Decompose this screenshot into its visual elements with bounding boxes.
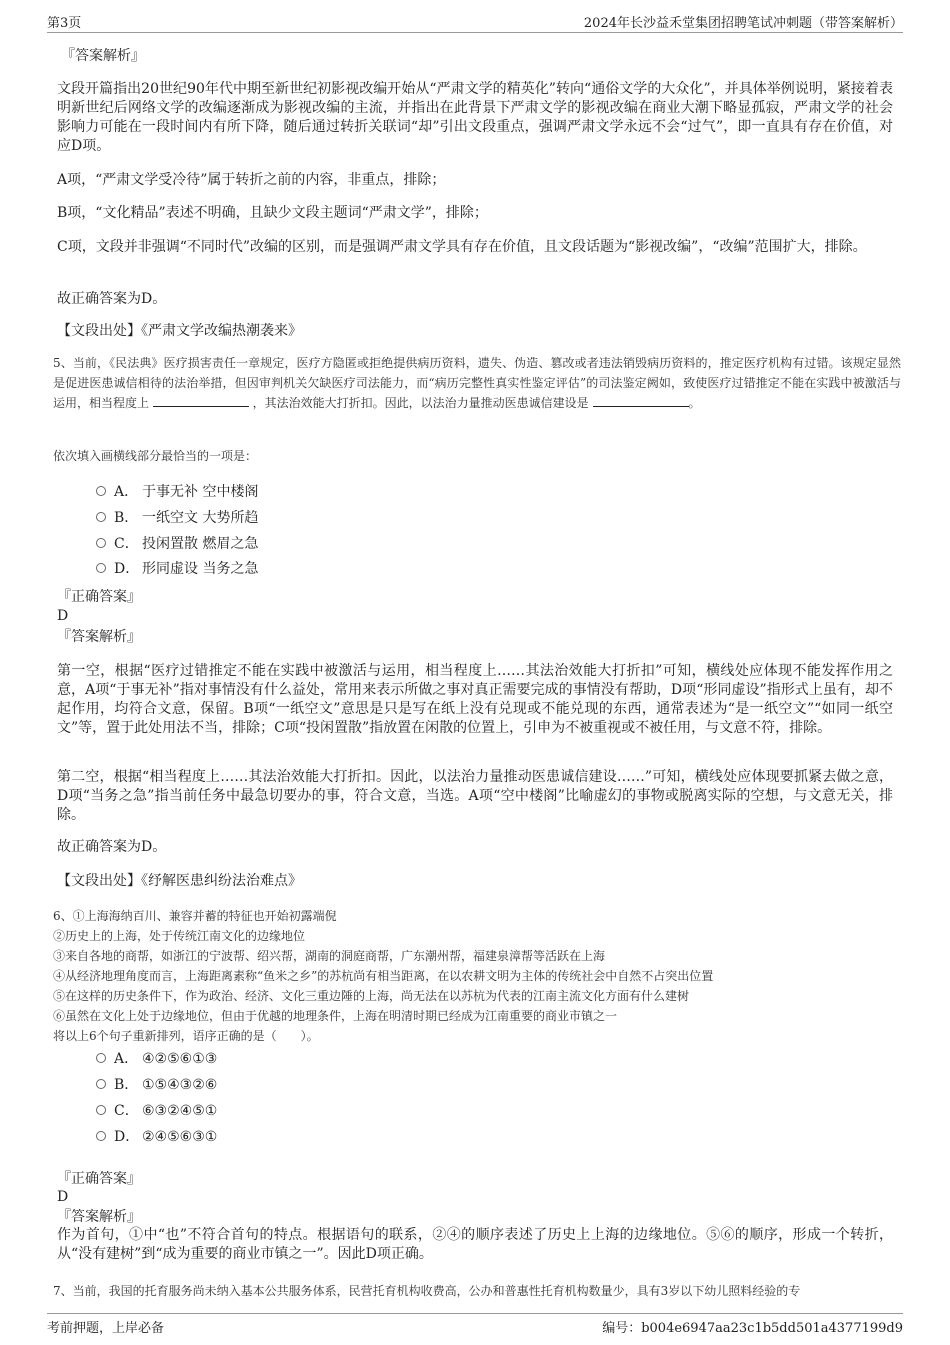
radio-icon[interactable]: [96, 1131, 106, 1141]
q4-conclusion: 故正确答案为D。: [57, 291, 167, 307]
q5-answer-label: 『正确答案』: [57, 589, 141, 605]
q5-blank-2: [593, 394, 689, 407]
q5-analysis-p2: 第二空，根据“相当程度上……其法治效能大打折扣。因此，以法治力量推动医患诚信建设……”可知，横线处应体现要抓紧去做之意，D项“当务之急”指当前任务中最急切要办的事，符合文意，当选。A项“空中楼阁”比喻虚幻的事物或脱离实际的空想，与文意无关，排除。: [57, 769, 893, 823]
q5-stem: [53, 353, 901, 413]
q5-option-a[interactable]: A． 于事无补 空中楼阁: [96, 482, 258, 502]
q4-analysis-a: A项，“严肃文学受冷待”属于转折之前的内容，非重点，排除；: [57, 172, 446, 188]
q6-sentence-6: ⑥虽然在文化上处于边缘地位，但由于优越的地理条件，上海在明清时期已经成为江南重要的商业市镇之一: [53, 1009, 618, 1023]
radio-icon[interactable]: [96, 563, 106, 573]
q5-source: 【文段出处】《纾解医患纠纷法治难点》: [57, 873, 302, 889]
q5-analysis-p1: 第一空，根据“医疗过错推定不能在实践中被激活与运用，相当程度上……其法治效能大打折扣”可知，横线处应体现不能发挥作用之意，A项“于事无补”指对事情没有什么益处，常用来表示所做之事对真正需要完成的事情没有帮助，D项“形同虚设”指形式上虽有，却不起作用，均符合文意，保留。B项“一纸空文”意思是只是写在纸上没有兑现或不能兑现的东西，通常表述为“是一纸空文”“如同一纸空文”等，置于此处用法不当，排除；C项“投闲置散”指放置在闲散的位置上，引申为不被重视或不被任用，与文意不符，排除。: [57, 663, 893, 736]
q6-analysis-label: 『答案解析』: [57, 1209, 141, 1225]
q5-blank-1: [153, 394, 249, 407]
document-title: 2024年长沙益禾堂集团招聘笔试冲刺题（带答案解析）: [583, 16, 903, 31]
page-footer: [47, 1313, 903, 1336]
footer-slogan: 考前押题，上岸必备: [47, 1321, 165, 1336]
q4-analysis-c: C项，文段并非强调“不同时代”改编的区别，而是强调严肃文学具有存在价值，且文段话题为“影视改编”，“改编”范围扩大，排除。: [57, 239, 867, 255]
q6-option-b[interactable]: B． ①⑤④③②⑥: [96, 1075, 217, 1095]
q5-prompt: 依次填入画横线部分最恰当的一项是：: [53, 449, 258, 463]
q5-option-d[interactable]: D． 形同虚设 当务之急: [96, 559, 258, 579]
q6-prompt: 将以上6个句子重新排列，语序正确的是（ ）。: [53, 1029, 319, 1043]
q5-conclusion: 故正确答案为D。: [57, 839, 167, 855]
q4-analysis-label: 『答案解析』: [61, 48, 145, 64]
radio-icon[interactable]: [96, 486, 106, 496]
radio-icon[interactable]: [96, 1105, 106, 1115]
q4-analysis-b: B项，“文化精品”表述不明确，且缺少文段主题词“严肃文学”，排除；: [57, 205, 488, 221]
radio-icon[interactable]: [96, 538, 106, 548]
q6-analysis-p1: 作为首句，①中“也”不符合首句的特点。根据语句的联系，②④的顺序表述了历史上上海的边缘地位。⑤⑥的顺序，形成一个转折，从“没有建树”到“成为重要的商业市镇之一”。因此D项正确。: [57, 1227, 893, 1262]
q5-stem-part3: 。: [688, 396, 701, 410]
q5-answer: D: [57, 608, 69, 624]
page-header: [47, 12, 903, 33]
q5-option-c[interactable]: C． 投闲置散 燃眉之急: [96, 534, 258, 554]
radio-icon[interactable]: [96, 1053, 106, 1063]
q5-analysis-label: 『答案解析』: [57, 629, 141, 645]
radio-icon[interactable]: [96, 512, 106, 522]
q4-source: 【文段出处】《严肃文学改编热潮袭来》: [57, 323, 302, 339]
q7-stem: 7、当前，我国的托育服务尚未纳入基本公共服务体系，民营托育机构收费高，公办和普惠性托育机构数量少，具有3岁以下幼儿照料经验的专: [53, 1284, 801, 1298]
q6-option-a[interactable]: A． ④②⑤⑥①③: [96, 1049, 217, 1069]
q4-analysis-p1: 文段开篇指出20世纪90年代中期至新世纪初影视改编开始从“严肃文学的精英化”转向“通俗文学的大众化”，并具体举例说明，紧接着表明新世纪后网络文学的改编逐渐成为影视改编的主流，并指出在此背景下严肃文学的影视改编在商业大潮下略显孤寂，严肃文学的社会影响力可能在一段时间内有所下降，随后通过转折关联词“却”引出文段重点，强调严肃文学永远不会“过气”，即一直具有存在价值，对应D项。: [57, 81, 893, 154]
q6-sentence-1: 6、①上海海纳百川、兼容并蓄的特征也开始初露端倪: [53, 909, 337, 923]
q6-answer-label: 『正确答案』: [57, 1171, 141, 1187]
document-id: 编号：b004e6947aa23c1b5dd501a4377199d9: [602, 1321, 903, 1336]
page-number: 第3页: [47, 16, 82, 31]
q5-stem-part1: 5、当前，《民法典》医疗损害责任一章规定，医疗方隐匿或拒绝提供病历资料，遗失、伪造、篡改或者违法销毁病历资料的，推定医疗机构有过错。该规定显然是促进医患诚信相待的法治举措，但因审判机关欠缺医疗司法能力，而“病历完整性真实性鉴定评估”的司法鉴定阙如，致使医疗过错推定不能在实践中被激活与运用，相当程度上: [53, 356, 901, 410]
radio-icon[interactable]: [96, 1079, 106, 1089]
q6-sentence-4: ④从经济地理角度而言，上海距离素称“鱼米之乡”的苏杭尚有相当距离，在以农耕文明为主体的传统社会中自然不占突出位置: [53, 969, 714, 983]
q6-option-d[interactable]: D． ②④⑤⑥③①: [96, 1127, 217, 1147]
q5-option-b[interactable]: B． 一纸空文 大势所趋: [96, 508, 258, 528]
q5-stem-part2: ，其法治效能大打折扣。因此，以法治力量推动医患诚信建设是: [252, 396, 589, 410]
q6-sentence-3: ③来自各地的商帮，如浙江的宁波帮、绍兴帮，湖南的洞庭商帮，广东潮州帮，福建泉漳帮等活跃在上海: [53, 949, 606, 963]
q6-sentence-2: ②历史上的上海，处于传统江南文化的边缘地位: [53, 929, 306, 943]
q6-option-c[interactable]: C． ⑥③②④⑤①: [96, 1101, 217, 1121]
q6-sentence-5: ⑤在这样的历史条件下，作为政治、经济、文化三重边陲的上海，尚无法在以苏杭为代表的江南主流文化方面有什么建树: [53, 989, 690, 1003]
q6-answer: D: [57, 1189, 69, 1205]
